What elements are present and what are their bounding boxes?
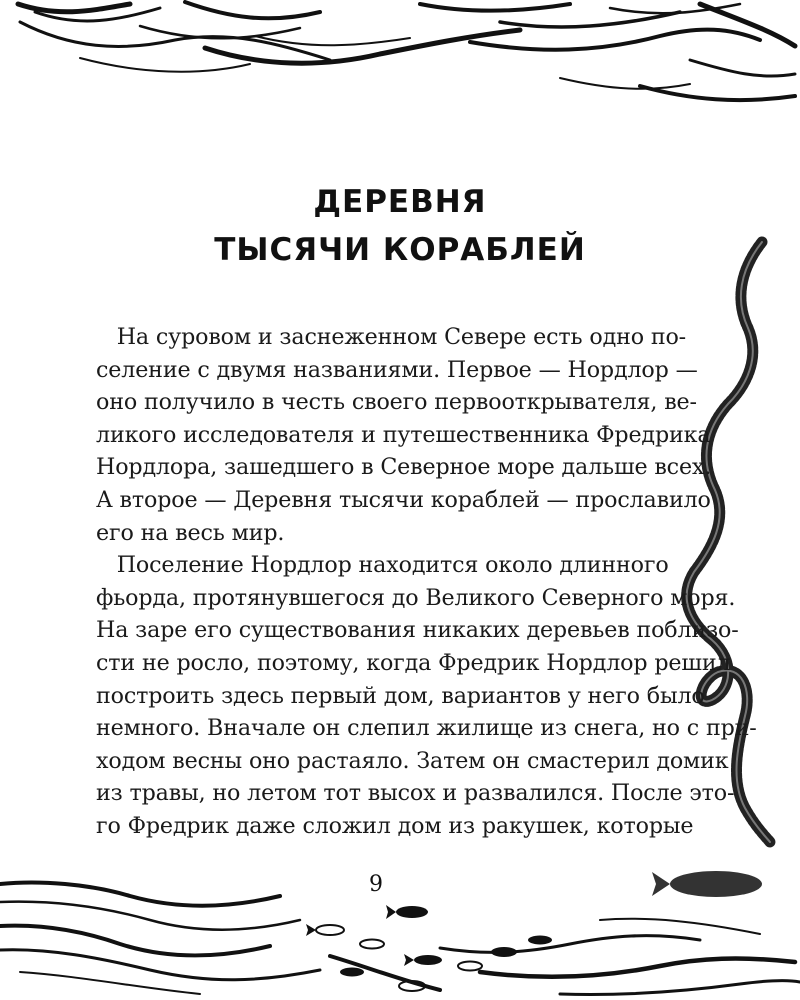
body-line: Поселение Нордлор находится около длинного xyxy=(96,552,669,579)
page-number: 9 xyxy=(369,872,383,897)
body-line: На суровом и заснеженном Севере есть одно по- xyxy=(96,324,687,350)
body-line: На заре его существования никаких деревьев поблизо- xyxy=(96,617,739,644)
body-line: го Фредрик даже сложил дом из ракушек, которые xyxy=(96,812,694,839)
fish-icon-group xyxy=(306,871,762,991)
body-line: ликого исследователя и путешественника Фредрика xyxy=(96,421,711,448)
chapter-title-line-1: ДЕРЕВНЯ xyxy=(313,184,487,220)
body-line: селение с двумя названиями. Первое — Нордлор — xyxy=(96,356,698,383)
body-line: фьорда, протянувшегося до Великого Северного моря. xyxy=(96,584,736,611)
body-line: ходом весны оно растаяло. Затем он смастерил домик xyxy=(96,747,729,774)
body-line: сти не росло, поэтому, когда Фредрик Нордлор решил xyxy=(96,649,731,676)
body-line: оно получило в честь своего первооткрывателя, ве- xyxy=(96,389,697,416)
body-line: А второе — Деревня тысячи кораблей — прославило xyxy=(96,486,711,513)
body-line: Нордлора, зашедшего в Северное море дальше всех. xyxy=(96,454,712,481)
body-line: из травы, но летом тот высох и развалился. После это- xyxy=(96,780,735,807)
chapter-title-line-2: ТЫСЯЧИ КОРАБЛЕЙ xyxy=(214,232,586,268)
body-line: его на весь мир. xyxy=(96,519,285,546)
body-line: построить здесь первый дом, вариантов у него было xyxy=(96,682,705,709)
body-line: немного. Вначале он слепил жилище из снега, но с при- xyxy=(96,715,757,742)
